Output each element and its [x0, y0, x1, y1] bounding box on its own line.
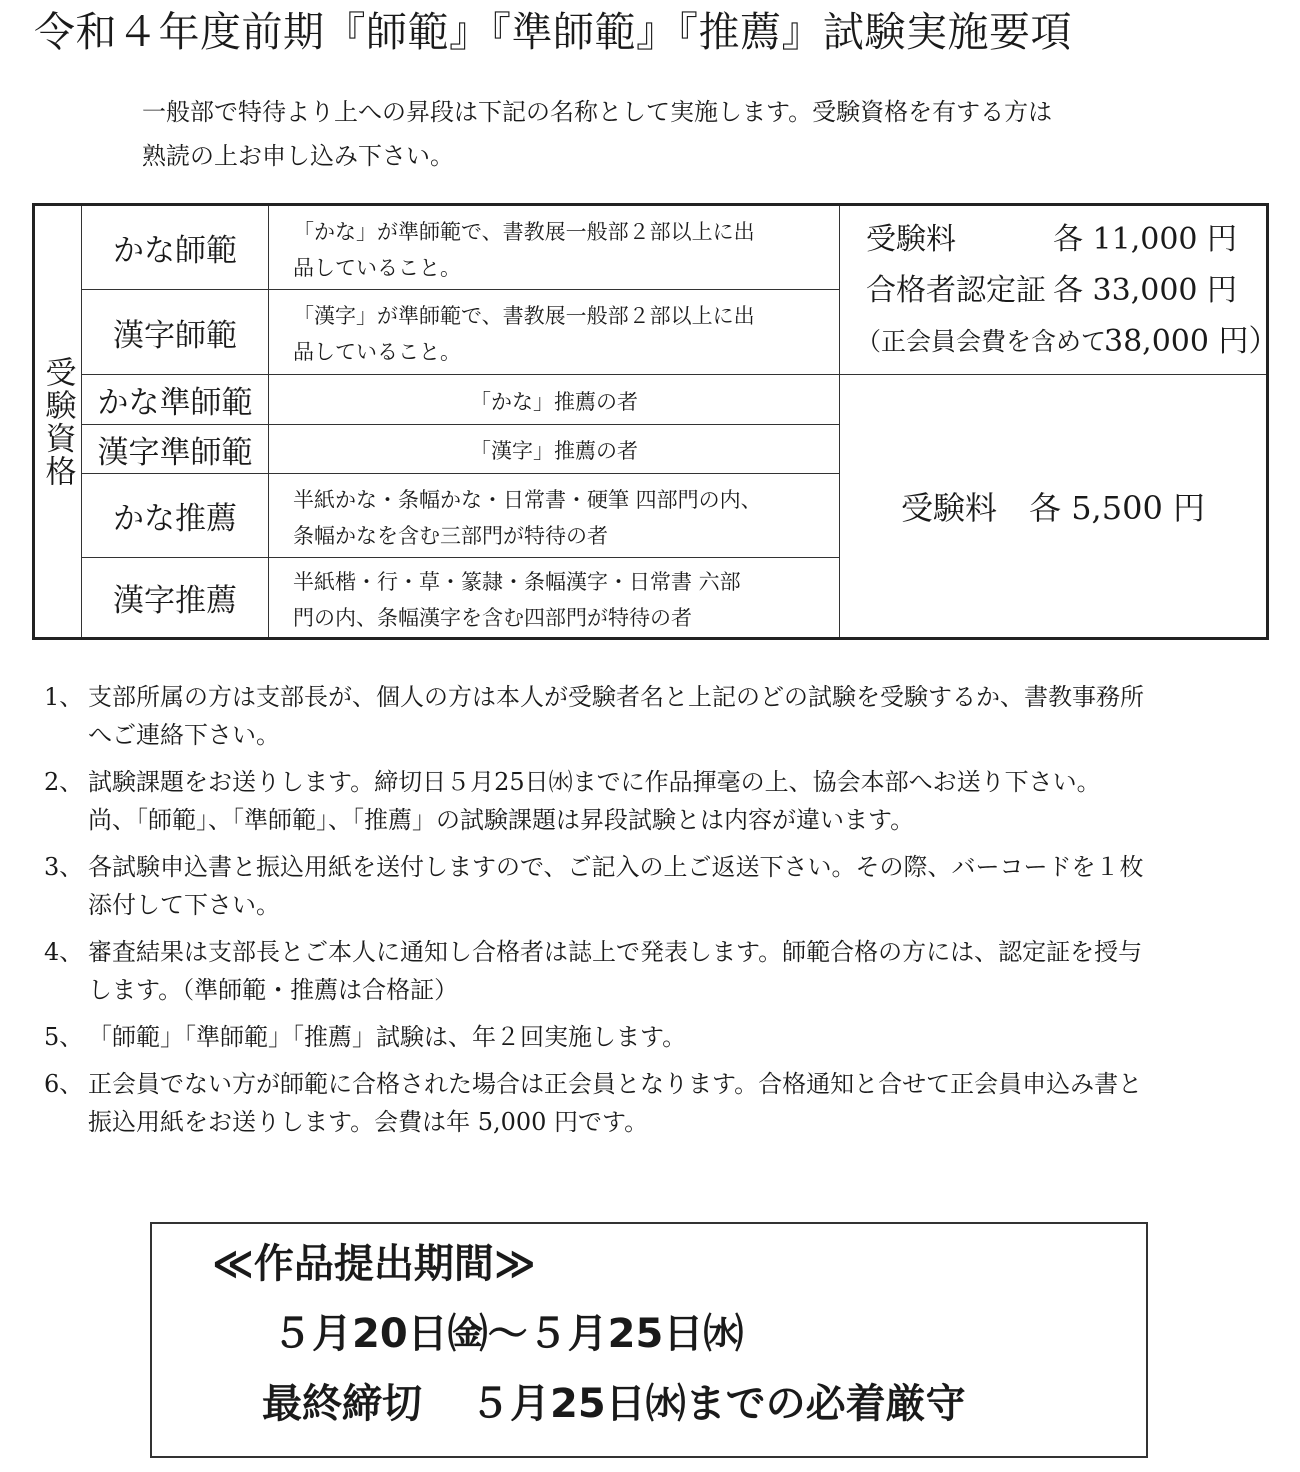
- exam-fee-value: 各 11,000 円: [1053, 222, 1238, 257]
- note-number: 5、: [44, 1023, 84, 1051]
- exam-name: かな準師範: [97, 385, 253, 421]
- intro-line: 熟読の上お申し込み下さい。: [142, 142, 454, 170]
- final-deadline-label: 最終締切: [262, 1381, 422, 1427]
- exam-name: 漢字師範: [113, 317, 237, 354]
- exam-requirement: 「漢字」が準師範で、書教展一般部２部以上に出 品していること。: [293, 304, 755, 364]
- membership-note-label: （正会員会費を含めて: [856, 327, 1107, 356]
- final-deadline-value: ５月25日㈬までの必着厳守: [470, 1381, 966, 1427]
- exam-requirement: 半紙かな・条幅かな・日常書・硬筆 四部門の内、 条幅かなを含む三部門が特待の者: [293, 487, 762, 548]
- exam-requirement: 「かな」が準師範で、書教展一般部２部以上に出 品していること。: [293, 219, 755, 280]
- certificate-fee-value: 各 33,000 円: [1053, 273, 1238, 308]
- list-item: 2、 試験課題をお送りします。締切日５月25日㈬までに作品揮毫の上、協会本部へお送り下さい。 尚、「師範」、「準師範」、「推薦」の試験課題は昇段試験とは内容が違います。: [44, 763, 1274, 839]
- exam-name: かな師範: [113, 233, 237, 269]
- list-item: 4、 審査結果は支部長とご本人に通知し合格者は誌上で発表します。師範合格の方には、認定証を授与 します。（準師範・推薦は合格証）: [44, 933, 1274, 1009]
- list-item: 3、 各試験申込書と振込用紙を送付しますので、ご記入の上ご返送下さい。その際、バーコードを１枚 添付して下さい。: [44, 848, 1274, 924]
- submission-period-box: [150, 1222, 1148, 1458]
- note-number: 3、: [44, 853, 84, 881]
- qualification-table: [32, 203, 1279, 640]
- intro-paragraph: [142, 90, 1222, 178]
- list-item: 5、 「師範」「準師範」「推薦」試験は、年２回実施します。: [44, 1018, 1274, 1056]
- list-item: 1、 支部所属の方は支部長が、個人の方は本人が受験者名と上記のどの試験を受験するか、書教事務所 へご連絡下さい。: [44, 678, 1274, 754]
- intro-line: 一般部で特待より上への昇段は下記の名称として実施します。受験資格を有する方は: [142, 98, 1053, 126]
- master-fee-block: [840, 206, 1279, 374]
- exam-requirement: 「かな」推薦の者: [470, 389, 638, 414]
- list-item: 6、 正会員でない方が師範に合格された場合は正会員となります。合格通知と合せて正会員申込み書と 振込用紙をお送りします。会費は年 5,000 円です。: [44, 1065, 1274, 1141]
- submission-period: ５月20日㈮～５月25日㈬: [272, 1311, 744, 1357]
- exam-fee-label: 受験料: [866, 222, 956, 257]
- certificate-fee-label: 合格者認定証: [866, 273, 1046, 308]
- qualification-side-label: 受験資格: [39, 355, 76, 488]
- membership-note-value: 38,000 円）: [1104, 324, 1279, 359]
- notes-list: [44, 678, 1274, 1150]
- final-deadline: [262, 1374, 966, 1434]
- exam-name: 漢字推薦: [113, 583, 237, 619]
- note-number: 6、: [44, 1070, 84, 1098]
- note-number: 1、: [44, 683, 84, 711]
- submission-heading: ≪作品提出期間≫: [212, 1241, 536, 1287]
- exam-requirement: 「漢字」推薦の者: [470, 439, 638, 463]
- exam-requirement: 半紙楷・行・草・篆隷・条幅漢字・日常書 六部 門の内、条幅漢字を含む四部門が特待の者: [293, 569, 741, 630]
- note-number: 4、: [44, 938, 84, 966]
- other-exam-fee: 受験料 各 5,500 円: [901, 489, 1205, 527]
- note-number: 2、: [44, 768, 84, 796]
- exam-name: 漢字準師範: [97, 434, 253, 471]
- exam-name: かな推薦: [113, 501, 237, 537]
- page-title: 令和４年度前期『師範』『準師範』『推薦』試験実施要項: [34, 8, 1072, 56]
